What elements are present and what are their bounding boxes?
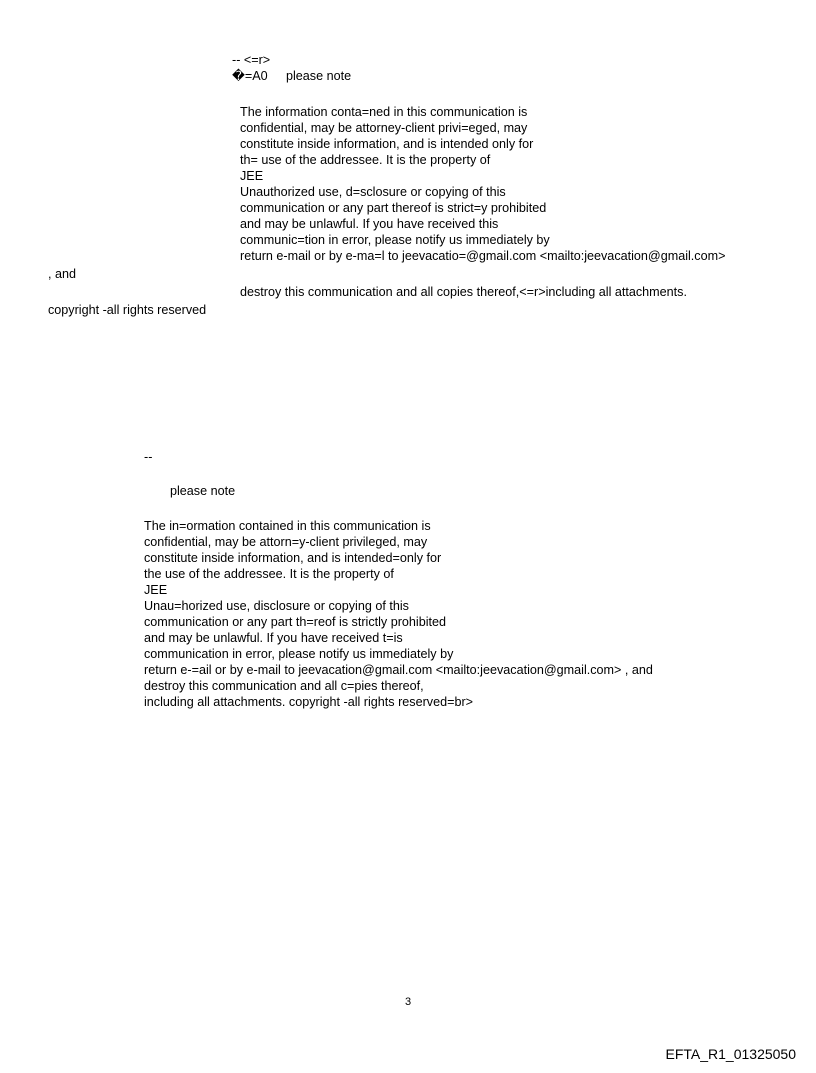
- block2-line: confidential, may be attorn=y-client privileged, may: [144, 535, 428, 549]
- block1-line: th= use of the addressee. It is the property of: [240, 153, 491, 167]
- block2-line: communication or any part th=reof is strictly prohibited: [144, 615, 447, 629]
- block1-outdent-and: , and: [48, 267, 77, 281]
- block2-line: Unau=horized use, disclosure or copying of this: [144, 599, 409, 613]
- block1-line: Unauthorized use, d=sclosure or copying of this: [240, 185, 506, 199]
- block1-copyright: copyright -all rights reserved: [48, 303, 207, 317]
- block2-line: constitute inside information, and is intended=only for: [144, 551, 442, 565]
- block1-line: constitute inside information, and is intended only for: [240, 137, 534, 151]
- page-number: 3: [404, 996, 412, 1008]
- block2-line: The in=ormation contained in this communication is: [144, 519, 431, 533]
- block1-destroy-line: destroy this communication and all copies thereof,<=r>including all attachments.: [240, 285, 687, 299]
- block1-line: JEE: [240, 169, 264, 183]
- block1-line: communication or any part thereof is strict=y prohibited: [240, 201, 547, 215]
- block2-line: and may be unlawful. If you have received t=is: [144, 631, 403, 645]
- block2-line: communication in error, please notify us immediately by: [144, 647, 454, 661]
- block2-marker: --: [144, 450, 153, 464]
- block1-line: and may be unlawful. If you have received this: [240, 217, 499, 231]
- document-id: EFTA_R1_01325050: [665, 1046, 796, 1062]
- block2-email-line: return e-=ail or by e-mail to jeevacation@gmail.com <mailto:jeevacation@gmail.com> , and: [144, 663, 653, 677]
- block1-marker: -- <=r>: [232, 53, 271, 67]
- block2-line: destroy this communication and all c=pies thereof,: [144, 679, 424, 693]
- block1-email-line: return e-mail or by e-ma=l to jeevacatio=@gmail.com <mailto:jeevacation@gmail.com>: [240, 249, 726, 263]
- block1-header-code: �=A0: [232, 69, 268, 83]
- block1-line: communic=tion in error, please notify us immediately by: [240, 233, 550, 247]
- block2-line: including all attachments. copyright -all rights reserved=br>: [144, 695, 473, 709]
- block1-header-note: please note: [286, 69, 352, 83]
- block2-line: JEE: [144, 583, 168, 597]
- block2-note: please note: [170, 484, 236, 498]
- block1-line: The information conta=ned in this communication is: [240, 105, 528, 119]
- block2-line: the use of the addressee. It is the property of: [144, 567, 394, 581]
- block1-line: confidential, may be attorney-client privi=eged, may: [240, 121, 528, 135]
